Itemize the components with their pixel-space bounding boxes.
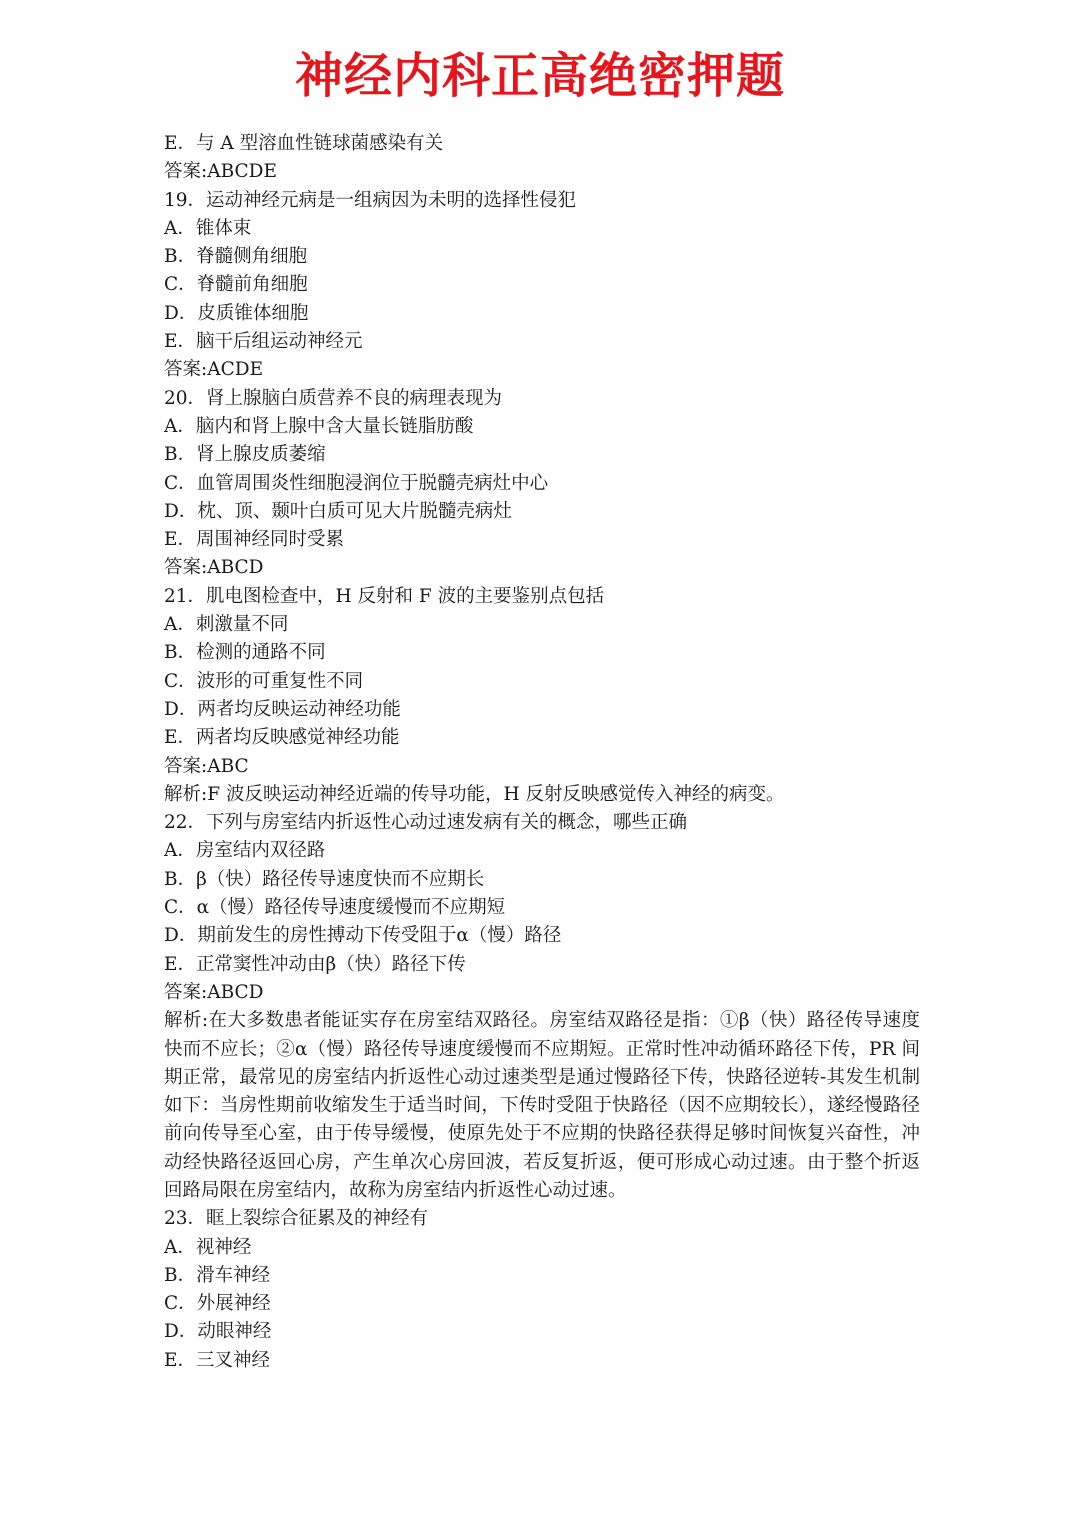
option-a: A．刺激量不同 <box>164 614 289 636</box>
question-19: 19．运动神经元病是一组病因为未明的选择性侵犯 <box>164 189 577 211</box>
option-b: B．肾上腺皮质萎缩 <box>164 444 326 466</box>
option-d: D．皮质锥体细胞 <box>164 302 309 324</box>
option-e: E．三叉神经 <box>164 1349 271 1371</box>
option-d: D．动眼神经 <box>164 1321 272 1343</box>
analysis: 解析:F 波反映运动神经近端的传导功能，H 反射反映感觉传入神经的病变。 <box>164 783 785 805</box>
option-a: A．房室结内双径路 <box>164 840 326 862</box>
option-e: E．正常窦性冲动由β（快）路径下传 <box>164 953 466 975</box>
option-a: A．脑内和肾上腺中含大量长链脂肪酸 <box>164 415 474 437</box>
answer: 答案:ABCD <box>164 557 264 579</box>
option-b: B．脊髓侧角细胞 <box>164 246 308 268</box>
analysis-paragraph: 解析:在大多数患者能证实存在房室结双路径。房室结双路径是指：①β（快）路径传导速度快而不应长；②α（慢）路径传导速度缓慢而不应期短。正常时性冲动循环路径下传，PR 间期正常，最常见的房室结内折返性心动过速类型是通过慢路径下传，快路径逆转-其发生机制如下：当房性期前收缩发生于适当时间，下传时受阻于快路径（因不应期较长），遂经慢路径前向传导至心室，由于传导缓慢，使原先处于不应期的快路径获得足够时间恢复兴奋性，冲动经快路径返回心房，产生单次心房回波，若反复折返，便可形成心动过速。由于整个折返回路局限在房室结内，故称为房室结内折返性心动过速。 <box>164 1010 920 1201</box>
option-c: C．α（慢）路径传导速度缓慢而不应期短 <box>164 897 506 919</box>
option-e: E．周围神经同时受累 <box>164 529 345 551</box>
option-d: D．枕、顶、颞叶白质可见大片脱髓壳病灶 <box>164 500 512 522</box>
option-e: E．与 A 型溶血性链球菌感染有关 <box>164 133 444 154</box>
page-title: 神经内科正高绝密押题 <box>294 48 785 104</box>
answer: 答案:ABCDE <box>164 161 278 183</box>
question-21: 21．肌电图检查中，H 反射和 F 波的主要鉴别点包括 <box>164 585 605 607</box>
option-b: B．β（快）路径传导速度快而不应期长 <box>164 868 485 890</box>
option-c: C．外展神经 <box>164 1293 271 1315</box>
option-e: E．两者均反映感觉神经功能 <box>164 727 400 749</box>
option-c: C．波形的可重复性不同 <box>164 670 364 692</box>
option-b: B．滑车神经 <box>164 1264 271 1286</box>
answer: 答案:ABCD <box>164 981 264 1003</box>
option-a: A．锥体束 <box>164 217 252 239</box>
option-e: E．脑干后组运动神经元 <box>164 331 363 353</box>
option-d: D．两者均反映运动神经功能 <box>164 698 401 720</box>
question-20: 20．肾上腺脑白质营养不良的病理表现为 <box>164 387 503 409</box>
answer: 答案:ACDE <box>164 359 264 381</box>
option-d: D．期前发生的房性搏动下传受阻于α（慢）路径 <box>164 925 562 947</box>
question-content <box>164 130 920 1375</box>
option-c: C．脊髓前角细胞 <box>164 274 308 296</box>
option-c: C．血管周围炎性细胞浸润位于脱髓壳病灶中心 <box>164 472 549 494</box>
question-22: 22．下列与房室结内折返性心动过速发病有关的概念，哪些正确 <box>164 812 688 834</box>
option-a: A．视神经 <box>164 1236 252 1258</box>
answer: 答案:ABC <box>164 755 249 777</box>
option-b: B．检测的通路不同 <box>164 642 326 664</box>
question-23: 23．眶上裂综合征累及的神经有 <box>164 1208 429 1230</box>
